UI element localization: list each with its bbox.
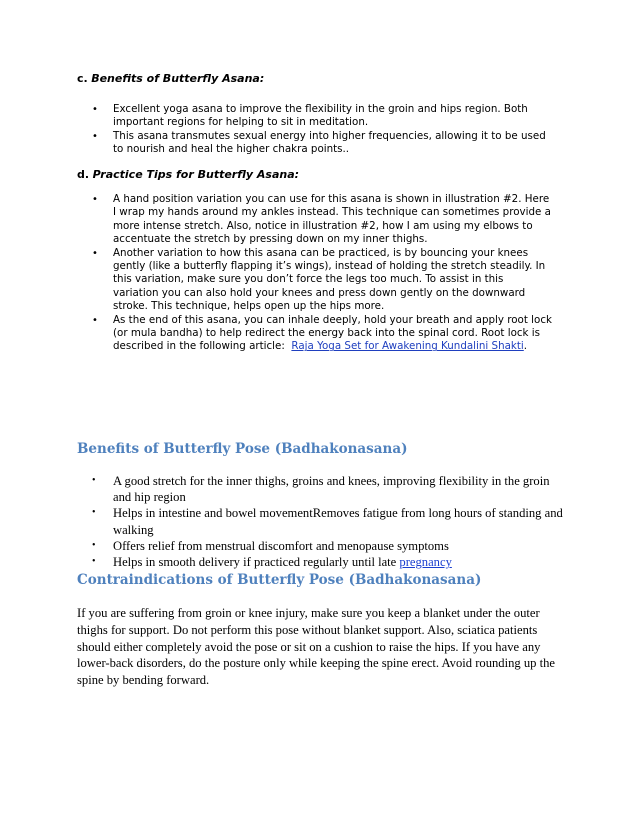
list-item-line: stroke. This technique, helps open up the hips more. [113,300,385,313]
paragraph-line: If you are suffering from groin or knee injury, make sure you keep a blanket under the outer [77,606,540,620]
list-item-line: and hip region [113,490,186,505]
bullet-icon: • [92,539,96,551]
list-item [92,538,573,554]
list-item [92,103,573,130]
list-item-line: gently (like a butterfly flapping it’s wings), instead of holding the stretch steadily. In [113,260,546,273]
section-d-list [92,193,573,354]
list-item-line: accentuate the stretch by pressing down on my inner thighs. [113,233,428,246]
paragraph-line: thighs for support. Do not perform this pose without blanket support. Also, sciatica patients [77,622,538,637]
link-lead-text: described in the following article: [113,340,292,353]
benefits-pose-list [92,473,573,570]
section-d-title: Practice Tips for Butterfly Asana: [92,168,300,181]
list-item-line-with-link [113,554,573,570]
list-item-line: variation you can also hold your knees and press down gently on the downward [113,286,526,299]
list-item [92,554,573,570]
list-item [92,473,573,505]
pregnancy-link[interactable]: pregnancy [399,555,452,570]
list-item-line: Excellent yoga asana to improve the flexibility in the groin and hips region. Both [113,103,528,115]
list-item-line: Offers relief from menstrual discomfort and menopause symptoms [113,538,449,553]
bullet-icon: • [92,475,96,486]
list-item [92,130,573,157]
section-d-prefix: d. [77,168,90,181]
list-item-line: A good stretch for the inner thighs, groins and knees, improving flexibility in the groin [113,474,550,488]
bullet-icon: • [92,247,98,259]
list-item-line: This asana transmutes sexual energy into higher frequencies, allowing it to be used [113,129,546,142]
paragraph-line: lower-back disorders, do the posture only while keeping the spine erect. Avoid rounding up the [77,656,555,671]
list-item-line: (or mula bandha) to help redirect the energy back into the spinal cord. Root lock is [113,327,540,340]
paragraph-line: spine by bending forward. [77,673,210,688]
list-item-line: more intense stretch. Also, notice in illustration #2, how I am using my elbows to [113,219,533,232]
list-item-line: I wrap my hands around my ankles instead. This technique can sometimes provide a [113,206,551,219]
bullet-icon: • [92,130,98,142]
list-item [92,193,573,247]
raja-yoga-article-link[interactable]: Raja Yoga Set for Awakening Kundalini Shakti [291,340,524,353]
section-c-list [92,103,573,157]
list-item-line: A hand position variation you can use for this asana is shown in illustration #2. Here [113,193,550,205]
list-item [92,314,573,354]
bullet-icon: • [92,507,96,519]
list-item-line: important regions for helping to sit in meditation. [113,116,369,129]
list-item-line: this variation, make sure you don’t force the legs too much. To assist in this [113,273,504,286]
list-item-line: to nourish and heal the higher chakra points.. [113,143,350,156]
bullet-icon: • [92,194,98,205]
list-item-line: As the end of this asana, you can inhale deeply, hold your breath and apply root lock [113,313,552,326]
link-trailing-text: . [523,340,528,353]
bullet-icon: • [92,556,96,568]
benefits-pose-heading: Benefits of Butterfly Pose (Badhakonasana) [77,441,408,457]
section-c-heading [77,72,264,85]
list-item-line: Another variation to how this asana can be practiced, is by bouncing your knees [113,246,529,259]
list-item-line: walking [113,522,154,537]
list-item [92,505,573,537]
contraindications-paragraph [77,605,567,689]
contraindications-heading: Contraindications of Butterfly Pose (Badhakonasana) [77,572,482,588]
bullet-icon: • [92,104,98,115]
list-item-line-with-link [113,340,573,353]
list-item [92,247,573,314]
bullet-icon: • [92,314,98,326]
list-item-text: Helps in smooth delivery if practiced regularly until late [113,555,400,570]
list-item-line: Helps in intestine and bowel movementRemoves fatigue from long hours of standing and [113,506,563,521]
section-c-title: Benefits of Butterfly Asana: [91,72,265,85]
section-d-heading [77,168,299,181]
paragraph-line: should either completely avoid the pose or sit on a cushion to raise the hips. If you have any [77,639,541,654]
section-c-prefix: c. [77,72,88,85]
